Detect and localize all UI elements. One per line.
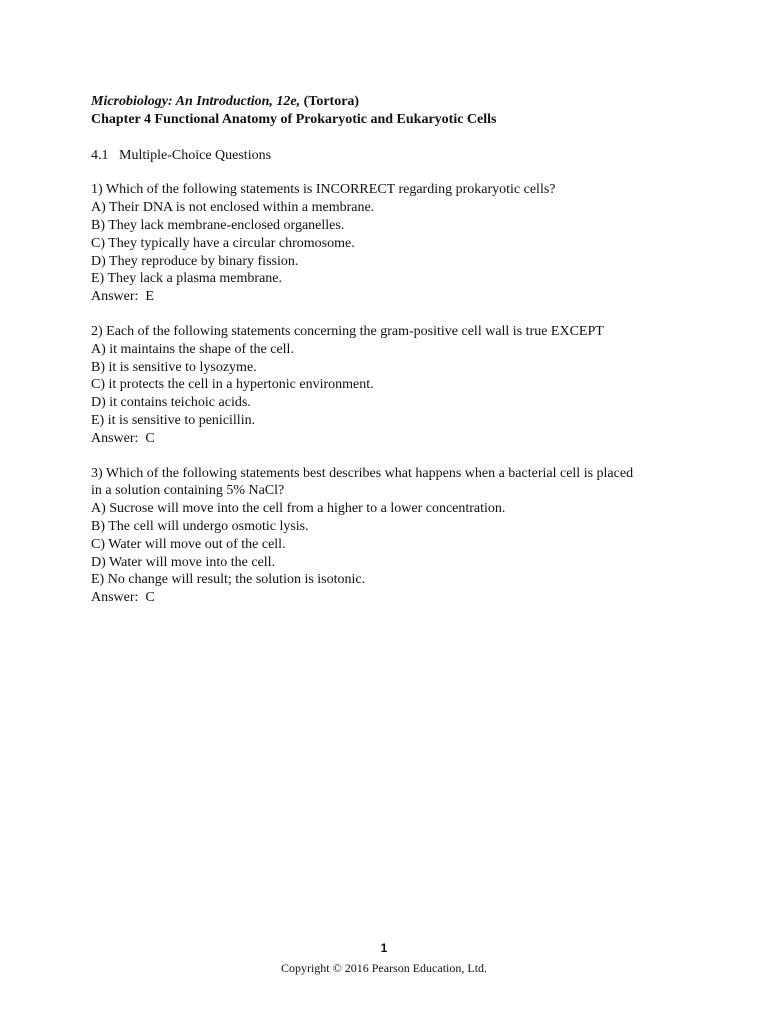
question-stem: 1) Which of the following statements is INCORRECT regarding prokaryotic cells? <box>91 182 556 198</box>
option-a: A) it maintains the shape of the cell. <box>91 341 294 357</box>
page-number: 1 <box>380 941 388 955</box>
option-b: B) it is sensitive to lysozyme. <box>91 359 257 375</box>
question-stem-continued: in a solution containing 5% NaCl? <box>91 483 285 499</box>
option-a: A) Sucrose will move into the cell from a higher to a lower concentration. <box>91 501 506 517</box>
answer: Answer: C <box>91 430 155 446</box>
option-d: D) it contains teichoic acids. <box>91 395 251 411</box>
option-a: A) Their DNA is not enclosed within a membrane. <box>91 200 375 216</box>
option-c: C) it protects the cell in a hypertonic environment. <box>91 377 374 393</box>
book-author: (Tortora) <box>303 94 360 109</box>
option-b: B) The cell will undergo osmotic lysis. <box>91 518 309 534</box>
document-page <box>91 93 691 607</box>
option-d: D) They reproduce by binary fission. <box>91 253 299 269</box>
option-c: C) They typically have a circular chromosome. <box>91 235 355 251</box>
book-title: Microbiology: An Introduction, 12e, <box>91 94 301 109</box>
option-d: D) Water will move into the cell. <box>91 554 276 570</box>
option-e: E) They lack a plasma membrane. <box>91 271 282 287</box>
question-stem: 3) Which of the following statements best describes what happens when a bacterial cell is placed <box>91 465 634 481</box>
copyright-notice: Copyright © 2016 Pearson Education, Ltd. <box>280 961 488 975</box>
question-3 <box>91 465 691 607</box>
option-e: E) it is sensitive to penicillin. <box>91 412 256 428</box>
chapter-heading: Chapter 4 Functional Anatomy of Prokaryotic and Eukaryotic Cells <box>91 111 497 127</box>
question-1 <box>91 181 691 306</box>
option-e: E) No change will result; the solution is isotonic. <box>91 572 366 588</box>
option-b: B) They lack membrane-enclosed organelles. <box>91 217 345 233</box>
book-title-line <box>91 93 691 111</box>
answer: Answer: C <box>91 590 155 606</box>
section-heading: 4.1 Multiple-Choice Questions <box>91 147 272 163</box>
question-2 <box>91 323 691 448</box>
option-c: C) Water will move out of the cell. <box>91 536 286 552</box>
question-stem: 2) Each of the following statements concerning the gram-positive cell wall is true EXCEPT <box>91 323 604 339</box>
answer: Answer: E <box>91 289 154 305</box>
